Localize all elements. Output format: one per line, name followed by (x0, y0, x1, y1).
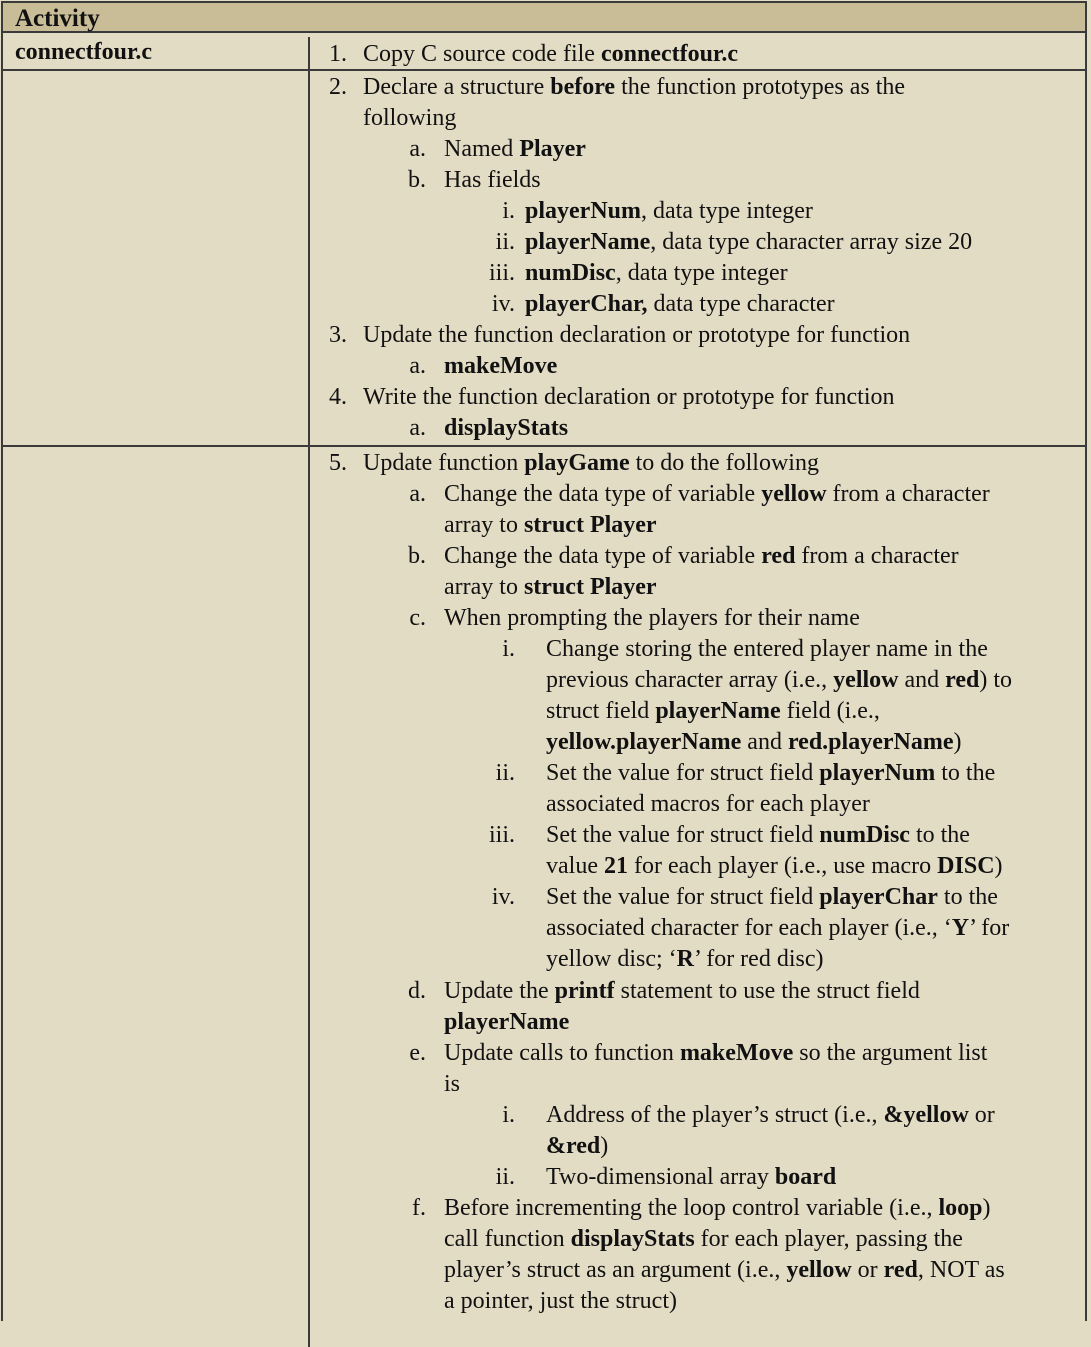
bold-term: yellow (833, 667, 899, 693)
list-marker: 4. (329, 384, 347, 410)
text-segment: Set the value for struct field (546, 760, 820, 786)
text-segment: ) (600, 1133, 609, 1159)
bold-term: numDisc (525, 260, 616, 286)
text-segment: Has fields (444, 167, 541, 193)
bold-term: red.playerName (787, 729, 954, 755)
bold-term: numDisc (819, 822, 910, 848)
bold-term: red (945, 667, 980, 693)
list-marker: d. (408, 978, 426, 1004)
list-marker: 1. (329, 41, 347, 67)
list-marker: a. (409, 481, 426, 507)
text-segment: ) (982, 1195, 991, 1221)
row-label-cell (3, 71, 310, 445)
text-segment: array to (444, 574, 524, 600)
bold-term: yellow.playerName (546, 729, 742, 755)
text-segment: struct field (546, 698, 656, 724)
bold-term: yellow (786, 1257, 852, 1283)
text-segment: ) to (979, 667, 1013, 693)
text-segment: following (363, 105, 457, 131)
text-segment: and (741, 729, 788, 755)
bold-term: makeMove (679, 1040, 794, 1066)
instruction-line (546, 635, 988, 663)
instruction-line (546, 728, 961, 756)
bold-term: Y (951, 915, 970, 941)
instruction-line (546, 1132, 608, 1160)
instruction-line (525, 228, 972, 256)
text-segment: , data type character array size 20 (650, 229, 973, 255)
bold-term: Player (519, 136, 586, 162)
bold-term: connectfour.c (600, 41, 739, 67)
text-segment: Update function (363, 450, 525, 476)
text-segment: or (851, 1257, 884, 1283)
text-segment: Change the data type of variable (444, 481, 762, 507)
bold-term: &yellow (883, 1102, 969, 1128)
bold-term: struct Player (523, 574, 657, 600)
list-marker: i. (502, 198, 515, 224)
instruction-line (546, 914, 1009, 942)
text-segment: a pointer, just the struct) (444, 1288, 677, 1314)
text-segment: to the (937, 884, 998, 910)
text-segment: ’ for red disc) (693, 946, 824, 972)
list-marker: ii. (495, 1164, 515, 1190)
instruction-line (444, 414, 568, 442)
bold-term: playerChar (819, 884, 938, 910)
list-marker: iv. (491, 884, 515, 910)
text-segment: Copy C source code file (363, 41, 601, 67)
text-segment: to the (909, 822, 970, 848)
text-segment: yellow disc; ‘ (546, 946, 677, 972)
list-marker: iv. (491, 291, 515, 317)
instruction-line (525, 259, 788, 287)
text-segment: field (i.e., (780, 698, 880, 724)
instruction-line (525, 290, 835, 318)
instruction-line (444, 1256, 1005, 1284)
text-segment: call function (444, 1226, 571, 1252)
instruction-line (444, 1039, 987, 1067)
bold-term: playerName (444, 1009, 570, 1035)
activity-table (1, 1, 1087, 1321)
list-marker: a. (409, 415, 426, 441)
instruction-line (546, 697, 880, 725)
text-segment: Update the function declaration or prototype for function (363, 322, 911, 348)
text-segment: value (546, 853, 604, 879)
list-marker: i. (502, 1102, 515, 1128)
bold-term: &red (546, 1133, 601, 1159)
instruction-line (444, 511, 657, 539)
text-segment: , data type integer (615, 260, 788, 286)
bold-term: red (761, 543, 796, 569)
instruction-line (546, 883, 998, 911)
text-segment: Declare a structure (363, 74, 551, 100)
text-segment: ) (953, 729, 962, 755)
text-segment: associated character for each player (i.e., ‘ (546, 915, 952, 941)
text-segment: for each player (i.e., use macro (627, 853, 938, 879)
header-label: Activity (15, 5, 100, 32)
list-marker: i. (502, 636, 515, 662)
text-segment: from a character (826, 481, 990, 507)
instruction-line (444, 573, 657, 601)
instruction-line (444, 480, 990, 508)
text-segment: Before incrementing the loop control variable (i.e., (444, 1195, 939, 1221)
text-segment: Write the function declaration or prototype for function (363, 384, 895, 410)
list-marker: f. (412, 1195, 426, 1221)
instruction-line (363, 321, 910, 349)
instruction-line (444, 542, 959, 570)
instruction-line (363, 104, 456, 132)
bold-term: playerChar, (525, 291, 648, 317)
instruction-line (444, 977, 920, 1005)
bold-term: playerName (525, 229, 651, 255)
text-segment: Set the value for struct field (546, 884, 820, 910)
text-segment: ) (994, 853, 1003, 879)
text-segment: to the (935, 760, 996, 786)
list-marker: a. (409, 353, 426, 379)
bold-term: displayStats (570, 1226, 695, 1252)
text-segment: associated macros for each player (546, 791, 870, 817)
list-marker: b. (408, 543, 426, 569)
text-segment: Two-dimensional array (546, 1164, 775, 1190)
instruction-line (546, 852, 1003, 880)
instruction-line (363, 73, 905, 101)
bold-term: playerName (655, 698, 781, 724)
bold-term: printf (554, 978, 615, 1004)
instruction-line (546, 666, 1012, 694)
row-label: connectfour.c (15, 39, 153, 65)
list-marker: 3. (329, 322, 347, 348)
bold-term: struct Player (523, 512, 657, 538)
instruction-line (546, 1101, 995, 1129)
table-header (3, 1, 1085, 33)
bold-term: DISC (937, 853, 995, 879)
instruction-line (525, 197, 813, 225)
instruction-line (444, 1287, 677, 1315)
instruction-line (444, 1194, 991, 1222)
text-segment: from a character (795, 543, 959, 569)
instruction-line (444, 604, 860, 632)
text-segment: Change storing the entered player name in the (546, 636, 988, 662)
text-segment: Named (444, 136, 520, 162)
instruction-line (546, 759, 995, 787)
text-segment: the function prototypes as the (615, 74, 906, 100)
text-segment: statement to use the struct field (614, 978, 920, 1004)
text-segment: to do the following (629, 450, 819, 476)
list-marker: iii. (488, 260, 515, 286)
instruction-line (444, 166, 541, 194)
bold-term: playerNum (819, 760, 936, 786)
text-segment: is (444, 1071, 461, 1097)
row-label-cell (3, 37, 310, 69)
text-segment: ’ for (969, 915, 1010, 941)
text-segment: previous character array (i.e., (546, 667, 834, 693)
text-segment: , NOT as (917, 1257, 1005, 1283)
bold-term: red (883, 1257, 918, 1283)
instruction-line (546, 821, 970, 849)
instruction-line (444, 135, 586, 163)
text-segment: array to (444, 512, 524, 538)
bold-term: before (550, 74, 616, 100)
text-segment: Address of the player’s struct (i.e., (546, 1102, 884, 1128)
bold-term: 21 (603, 853, 628, 879)
text-segment: or (968, 1102, 995, 1128)
bold-term: yellow (761, 481, 827, 507)
list-marker: e. (409, 1040, 426, 1066)
instruction-line (444, 352, 557, 380)
instruction-line (363, 449, 819, 477)
list-marker: b. (408, 167, 426, 193)
instruction-line (546, 790, 870, 818)
bold-term: playGame (524, 450, 630, 476)
list-marker: c. (409, 605, 426, 631)
text-segment: and (898, 667, 946, 693)
bold-term: playerNum (525, 198, 641, 224)
list-marker: 2. (329, 74, 347, 100)
instruction-line (444, 1070, 460, 1098)
bold-term: R (676, 946, 694, 972)
instruction-line (363, 383, 895, 411)
bold-term: board (774, 1164, 837, 1190)
instruction-line (363, 40, 738, 68)
list-marker: 5. (329, 450, 347, 476)
list-marker: iii. (488, 822, 515, 848)
text-segment: player’s struct as an argument (i.e., (444, 1257, 787, 1283)
bold-term: loop (938, 1195, 983, 1221)
list-marker: ii. (495, 229, 515, 255)
text-segment: for each player, passing the (694, 1226, 963, 1252)
bold-term: displayStats (444, 415, 569, 441)
text-segment: data type character (647, 291, 835, 317)
instruction-line (546, 1163, 836, 1191)
instruction-line (546, 945, 823, 973)
text-segment: Update calls to function (444, 1040, 680, 1066)
instruction-line (444, 1225, 963, 1253)
text-segment: When prompting the players for their name (444, 605, 860, 631)
text-segment: , data type integer (641, 198, 813, 224)
bold-term: makeMove (444, 353, 558, 379)
text-segment: Change the data type of variable (444, 543, 762, 569)
text-segment: so the argument list (793, 1040, 988, 1066)
text-segment: Set the value for struct field (546, 822, 820, 848)
text-segment: Update the (444, 978, 555, 1004)
instruction-line (444, 1008, 569, 1036)
list-marker: a. (409, 136, 426, 162)
list-marker: ii. (495, 760, 515, 786)
row-label-cell (3, 447, 310, 1347)
